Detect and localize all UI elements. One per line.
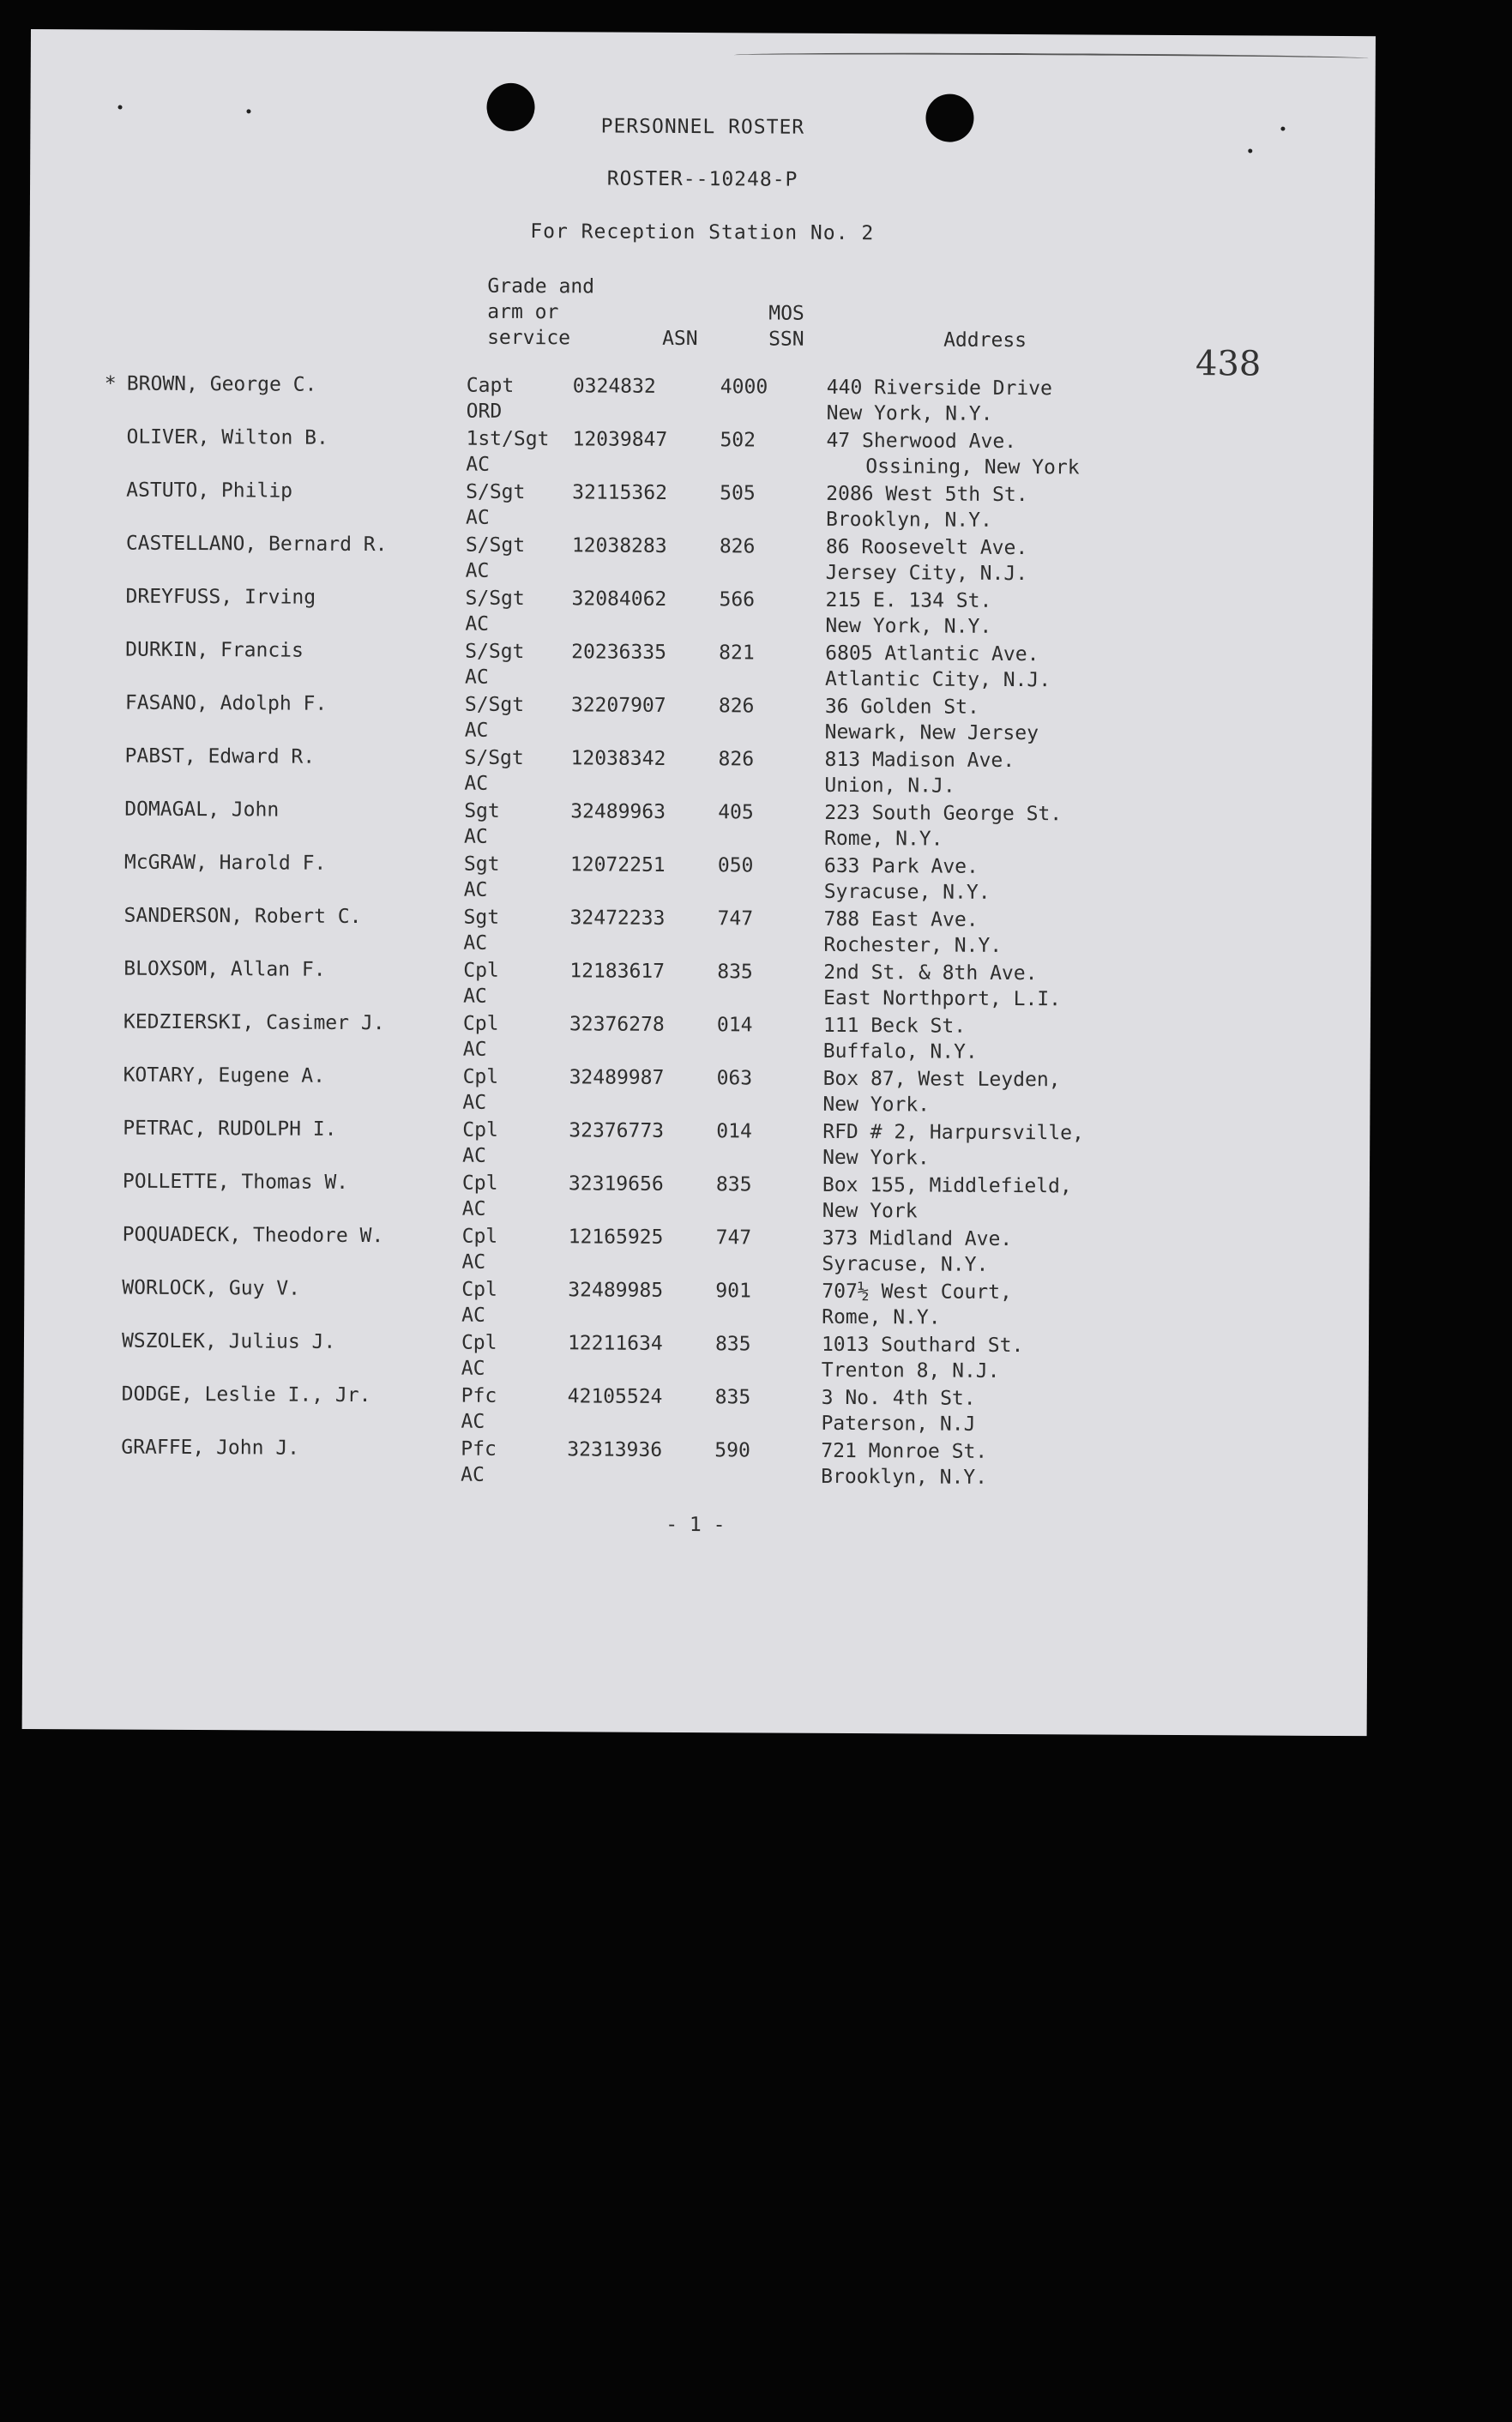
row-address-line1: 813 Madison Ave. [824,748,1015,773]
page-footer: - 1 - [666,1513,726,1537]
row-grade-rank: Cpl [462,1065,499,1088]
table-row [99,1434,1129,1492]
row-grade [466,426,572,480]
scan-mark-line [734,51,1369,62]
row-mark [101,1009,123,1062]
row-asn: 12211634 [567,1332,663,1355]
row-asn: 12072251 [569,853,666,877]
row-mark [101,902,123,955]
row-address-line1: 721 Monroe St. [821,1439,988,1463]
row-address-line2: New York [822,1199,918,1223]
row-asn: 12165925 [568,1226,664,1249]
row-address-line1: 111 Beck St. [822,1014,967,1038]
row-name: POQUADECK, Theodore W. [122,1223,384,1248]
row-name: PABST, Edward R. [124,744,316,768]
row-grade [461,1437,567,1491]
row-name: McGRAW, Harold F. [123,851,327,875]
row-mark [102,743,124,796]
row-grade-arm: AC [464,825,488,848]
row-mos: 505 [720,482,756,505]
row-name: ASTUTO, Philip [126,479,293,503]
row-asn: 0324832 [572,375,656,398]
row-address [822,1119,1131,1174]
row-address-line1: 1013 Southard St. [821,1333,1024,1358]
row-grade [464,745,570,799]
row-grade-rank: S/Sgt [466,480,526,504]
row-grade [467,373,573,427]
row-grade [464,852,570,906]
row-grade-arm: AC [466,453,491,476]
row-mark [101,955,123,1009]
table-row [100,1168,1131,1226]
row-address-line2: New York, N.Y. [826,401,993,425]
row-address-line2: Rome, N.Y. [824,827,943,851]
row-address [823,960,1132,1015]
row-grade-rank: Sgt [463,853,500,876]
row-name: KEDZIERSKI, Casimer J. [123,1010,385,1035]
row-name: SANDERSON, Robert C. [123,904,362,929]
row-grade [463,1011,569,1065]
row-grade-rank: Cpl [461,1278,497,1301]
row-grade [461,1383,567,1437]
row-name: OLIVER, Wilton B. [126,425,328,449]
row-mos: 835 [717,961,753,984]
row-name: DODGE, Leslie I., Jr. [121,1383,371,1407]
column-header-mos: MOS SSN [768,302,804,351]
row-mos: 747 [717,907,754,931]
row-asn: 12038342 [570,747,666,770]
row-grade-arm: AC [463,985,487,1008]
row-grade-rank: Cpl [461,1331,497,1354]
row-grade-arm: AC [461,1463,485,1486]
row-mark [99,1434,121,1487]
row-grade-arm: AC [461,1357,485,1380]
row-address-line2: Buffalo, N.Y. [822,1039,978,1063]
row-address-line1: 440 Riverside Drive [826,376,1052,401]
row-address [824,853,1133,908]
row-name: FASANO, Adolph F. [124,691,328,715]
speck [118,105,123,110]
row-grade-rank: S/Sgt [464,693,525,717]
row-mark [104,424,126,477]
row-grade-rank: S/Sgt [465,640,525,664]
row-address-line1: Box 87, West Leyden, [822,1067,1061,1092]
row-grade-arm: AC [465,612,490,636]
roster-page [22,29,1376,1736]
row-grade [461,1330,568,1384]
row-grade-arm: AC [463,878,488,901]
row-mark [103,583,125,636]
row-grade-rank: Pfc [461,1437,497,1461]
table-row [101,1009,1132,1067]
row-address [822,1066,1131,1121]
row-mos: 590 [714,1439,750,1462]
row-mos: 821 [719,642,755,665]
column-header-address: Address [943,328,1027,352]
row-address [825,694,1134,749]
row-address-line1: 2nd St. & 8th Ave. [823,961,1038,985]
row-mos: 502 [720,429,756,452]
row-address-line2: Rome, N.Y. [822,1305,941,1329]
row-mos: 747 [715,1226,752,1250]
page-stamp: 438 [1195,344,1262,384]
row-address [821,1385,1129,1440]
row-grade-arm: AC [464,719,489,742]
row-asn: 32376773 [569,1119,665,1142]
row-grade [465,692,571,746]
row-asn: 42105524 [567,1385,663,1408]
row-asn: 12038283 [571,534,667,557]
row-address-line1: 373 Midland Ave. [822,1226,1013,1251]
row-mark [99,1221,122,1274]
row-mark [102,796,124,849]
row-mos: 835 [714,1333,751,1356]
speck [1248,148,1252,153]
row-mark [99,1328,122,1381]
table-row [104,424,1135,482]
table-row [105,371,1136,429]
row-address [822,1279,1130,1334]
table-row [100,1062,1131,1120]
row-address [822,1226,1130,1280]
row-grade [462,1118,569,1172]
row-grade [463,958,569,1012]
row-asn: 20236335 [571,641,667,664]
row-address [826,534,1135,589]
row-address [823,1013,1132,1068]
table-row [99,1328,1130,1386]
column-header-asn: ASN [662,327,698,351]
row-grade [461,1224,568,1278]
row-grade [466,533,572,587]
row-name: WSZOLEK, Julius J. [121,1329,336,1353]
row-grade-arm: AC [462,1091,487,1114]
row-name: DURKIN, Francis [125,638,304,662]
row-address-line2: Newark, New Jersey [824,720,1039,745]
row-mos: 901 [715,1280,751,1303]
row-name: DREYFUSS, Irving [125,585,316,609]
row-grade-arm: AC [465,506,490,529]
row-mark [104,477,126,530]
row-mos: 826 [719,535,756,558]
row-mos: 405 [718,801,754,824]
row-asn: 32489963 [570,800,666,823]
row-grade-rank: 1st/Sgt [466,427,550,451]
row-asn: 32472233 [569,907,666,930]
row-name: KOTARY, Eugene A. [123,1063,326,1087]
row-address [825,587,1134,642]
row-grade-rank: S/Sgt [464,746,524,770]
row-address [822,1172,1131,1227]
row-mark [99,1381,121,1434]
row-address-line1: Box 155, Middlefield, [822,1173,1072,1198]
table-row [102,743,1133,801]
row-asn: 32489987 [569,1066,665,1089]
row-mark [100,1168,123,1221]
row-grade-arm: ORD [466,400,503,423]
row-mark [100,1062,123,1115]
row-mos: 835 [715,1173,752,1196]
table-row [101,902,1132,961]
row-address-line1: 2086 West 5th St. [826,482,1028,507]
row-address-line1: 47 Sherwood Ave. [826,429,1017,454]
row-grade [465,639,571,693]
row-grade-rank: Cpl [461,1172,498,1195]
row-name: DOMAGAL, John [124,798,280,822]
row-mos: 835 [714,1386,751,1409]
row-address-line1: 36 Golden St. [824,695,979,719]
row-address-line2: East Northport, L.I. [823,986,1062,1011]
row-address-line2: Rochester, N.Y. [823,933,1003,957]
row-address-line2: Brooklyn, N.Y. [825,508,992,532]
row-mos: 826 [718,695,755,718]
row-mark [102,849,124,902]
row-grade-arm: AC [464,772,489,795]
row-name: CASTELLANO, Bernard R. [125,532,388,557]
row-grade [462,1064,569,1118]
table-row [102,849,1133,907]
row-asn: 32489985 [568,1279,664,1302]
row-asn: 32115362 [572,481,668,504]
table-row [102,796,1133,854]
row-grade-arm: AC [461,1197,486,1220]
table-row [103,636,1134,695]
row-address [826,428,1135,483]
row-name: BLOXSOM, Allan F. [123,957,326,981]
row-address-line2: Ossining, New York [865,455,1080,479]
row-mark [103,636,125,690]
row-asn: 32084062 [571,587,667,611]
row-mark: * [104,372,117,395]
row-name: POLLETTE, Thomas W. [122,1170,349,1194]
row-grade-arm: AC [461,1304,485,1327]
row-address [822,1332,1130,1387]
row-grade-rank: Cpl [462,1012,499,1035]
row-address-line1: 6805 Atlantic Ave. [825,642,1039,666]
table-row [101,955,1132,1014]
row-grade-arm: AC [462,1144,486,1167]
row-grade-rank: Cpl [463,959,499,982]
row-address-line2: New York. [822,1146,930,1170]
row-address-line2: Union, N.J. [824,774,955,798]
row-grade [462,1171,569,1225]
row-grade-rank: Sgt [463,906,500,929]
row-grade-arm: AC [465,559,490,582]
table-row [100,1115,1131,1173]
row-address-line2: Jersey City, N.J. [825,561,1028,586]
row-address [823,907,1132,961]
table-row [104,530,1135,588]
row-address [824,747,1133,802]
table-row [103,690,1134,748]
row-address-line2: New York, N.Y. [825,614,992,638]
row-mos: 566 [719,588,756,612]
row-address-line2: Syracuse, N.Y. [823,880,991,904]
row-address-line2: Syracuse, N.Y. [822,1252,989,1276]
row-address [827,375,1136,430]
row-grade-rank: Pfc [461,1384,497,1407]
row-asn: 12039847 [572,428,668,451]
row-name: WORLOCK, Guy V. [122,1276,301,1300]
row-grade-arm: AC [464,666,489,689]
row-asn: 32376278 [569,1013,665,1036]
station-line: For Reception Station No. 2 [530,220,875,245]
roster-number: ROSTER--10248-P [606,167,798,191]
row-address-line2: Atlantic City, N.J. [824,667,1051,692]
row-mos: 014 [716,1014,753,1037]
table-row [99,1221,1130,1280]
row-grade-rank: Sgt [464,799,500,822]
row-grade-arm: AC [461,1250,486,1274]
row-mos: 014 [716,1120,752,1143]
table-row [103,583,1134,642]
row-name: PETRAC, RUDOLPH I. [123,1117,337,1141]
row-mark [100,1115,123,1168]
row-address-line1: 3 No. 4th St. [821,1386,976,1410]
row-grade-arm: AC [461,1410,485,1433]
row-address-line2: Trenton 8, N.J. [821,1359,1000,1383]
row-address-line1: RFD # 2, Harpursville, [822,1120,1084,1145]
row-asn: 32207907 [570,694,666,717]
row-grade-rank: Cpl [461,1225,498,1248]
row-grade [465,586,571,640]
row-address-line1: 86 Roosevelt Ave. [825,535,1028,560]
row-address [821,1438,1129,1493]
row-address-line2: Paterson, N.J [821,1412,976,1436]
row-asn: 12183617 [569,960,666,983]
row-mark [99,1274,122,1328]
row-address-line1: 707½ West Court, [822,1280,1012,1304]
row-mark [103,690,125,743]
row-address-line2: Brooklyn, N.Y. [821,1465,988,1489]
table-row [99,1381,1129,1439]
row-asn: 32313936 [567,1438,663,1461]
row-address-line1: 788 East Ave. [823,907,979,931]
row-address-line1: 633 Park Ave. [823,854,979,878]
column-header-grade: Grade and arm or service [487,274,595,350]
row-mos: 063 [716,1067,753,1090]
row-grade-rank: Capt [466,374,515,397]
table-row [104,477,1135,535]
page-title: PERSONNEL ROSTER [600,115,805,139]
row-address [825,641,1134,696]
row-asn: 32319656 [568,1172,664,1196]
row-address [826,481,1135,536]
row-grade-arm: AC [463,931,488,955]
row-grade [461,1277,568,1331]
row-grade-rank: Cpl [462,1118,498,1142]
row-mos: 4000 [720,376,768,399]
row-grade-rank: S/Sgt [465,587,525,611]
row-name: GRAFFE, John J. [121,1436,300,1460]
row-mark [104,530,126,583]
row-grade [463,905,569,959]
table-row [99,1274,1130,1333]
roster-body [99,371,1136,1492]
row-address-line2: New York. [822,1093,931,1117]
row-grade [464,798,570,853]
row-grade-arm: AC [462,1038,487,1061]
row-address [824,800,1133,855]
row-mos: 050 [717,854,754,877]
row-name: BROWN, George C. [126,372,317,396]
row-address-line1: 223 South George St. [824,801,1063,826]
row-grade-rank: S/Sgt [465,533,526,557]
row-address-line1: 215 E. 134 St. [825,588,992,612]
row-grade [466,479,572,533]
row-mos: 826 [718,748,755,771]
roster-table [99,371,1136,1492]
